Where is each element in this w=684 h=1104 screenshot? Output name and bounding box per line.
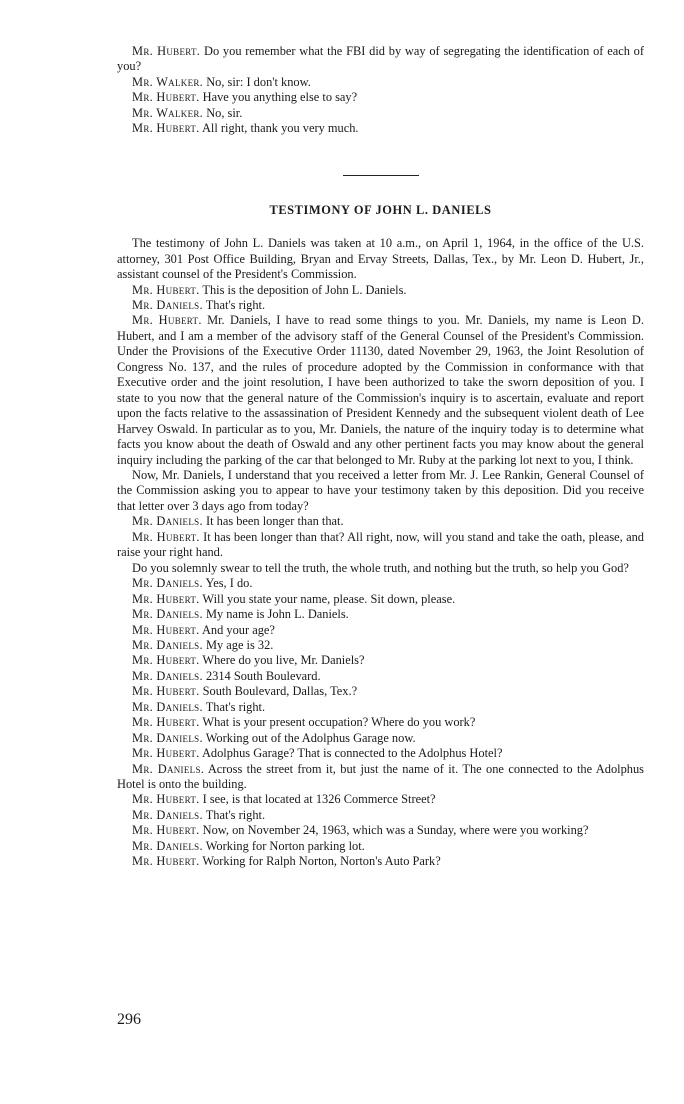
speaker-name: Mr. Hubert. <box>132 823 200 838</box>
speaker-name: Mr. Daniels. <box>132 607 203 622</box>
transcript-line <box>117 313 644 468</box>
line-text: And your age? <box>199 622 275 637</box>
transcript-line <box>117 854 644 869</box>
speaker-name: Mr. Hubert. <box>132 591 200 606</box>
line-text: That's right. <box>202 297 266 312</box>
speaker-name: Mr. Hubert. <box>132 313 202 328</box>
speaker-name: Mr. Hubert. <box>132 44 201 58</box>
speaker-name: Mr. Hubert. <box>132 653 200 668</box>
speaker-name: Mr. Hubert. <box>132 792 200 807</box>
transcript-line <box>117 746 644 761</box>
speaker-name: Mr. Daniels. <box>132 514 203 529</box>
line-text: Across the street from it, but just the name of it. The one connected to the Adolphus Hotel is onto the building. <box>117 761 644 792</box>
line-text: That's right. <box>202 807 266 822</box>
transcript-line <box>117 700 644 715</box>
transcript-line <box>117 762 644 793</box>
transcript-line <box>117 75 644 90</box>
transcript-line <box>117 530 644 561</box>
line-text: All right, thank you very much. <box>199 121 359 136</box>
line-text: Where do you live, Mr. Daniels? <box>199 653 365 668</box>
transcript-line <box>117 576 644 591</box>
speaker-name: Mr. Daniels. <box>132 668 203 683</box>
line-text: 2314 South Boulevard. <box>202 668 321 683</box>
line-text: Working for Ralph Norton, Norton's Auto Park? <box>199 854 441 869</box>
transcript-line <box>117 90 644 105</box>
speaker-name: Mr. Daniels. <box>132 730 203 745</box>
speaker-name: Mr. Daniels. <box>132 838 203 853</box>
line-text: Working for Norton parking lot. <box>202 838 365 853</box>
transcript-line <box>117 638 644 653</box>
line-text: I see, is that located at 1326 Commerce Street? <box>199 792 436 807</box>
transcript-line <box>117 106 644 121</box>
intro-paragraph: The testimony of John L. Daniels was taken at 10 a.m., on April 1, 1964, in the office of the U.S. attorney, 301 Post Office Building, Bryan and Ervay Streets, Dallas, Tex., by Mr. Leon D. Hubert, Jr., assistant counsel of the President's Commission. <box>117 236 644 282</box>
speaker-name: Mr. Hubert. <box>132 622 200 637</box>
speaker-name: Mr. Hubert. <box>132 746 200 761</box>
line-text: Do you remember what the FBI did by way of segregating the identification of each of you? <box>117 44 645 74</box>
speaker-name: Mr. Walker. <box>132 105 204 120</box>
transcript-line <box>117 298 644 313</box>
transcript-line <box>117 808 644 823</box>
previous-testimony-ending <box>117 44 644 137</box>
transcript-line <box>117 731 644 746</box>
speaker-name: Mr. Daniels. <box>132 807 203 822</box>
line-text: No, sir: I don't know. <box>203 74 311 89</box>
transcript-line <box>117 839 644 854</box>
transcript-line <box>117 823 644 838</box>
line-text: Now, Mr. Daniels, I understand that you received a letter from Mr. J. Lee Rankin, General Counsel of the Commission asking you to appear to have your testimony taken by this deposition. Did you receive that letter over 3 days ago from today? <box>117 467 644 513</box>
line-text: Adolphus Garage? That is connected to the Adolphus Hotel? <box>199 746 503 761</box>
transcript-line <box>117 653 644 668</box>
line-text: What is your present occupation? Where do you work? <box>199 715 476 730</box>
speaker-name: Mr. Hubert. <box>132 121 200 136</box>
speaker-name: Mr. Hubert. <box>132 529 200 544</box>
line-text: My name is John L. Daniels. <box>202 607 349 622</box>
line-text: It has been longer than that? All right, now, will you stand and take the oath, please, and raise your right hand. <box>117 529 644 560</box>
line-text: That's right. <box>202 699 266 714</box>
transcript-line <box>117 121 644 136</box>
line-text: Yes, I do. <box>202 576 253 591</box>
testimony-heading: TESTIMONY OF JOHN L. DANIELS <box>269 202 492 217</box>
line-text: Do you solemnly swear to tell the truth, the whole truth, and nothing but the truth, so help you God? <box>132 560 629 575</box>
transcript-line <box>117 669 644 684</box>
line-text: Will you state your name, please. Sit down, please. <box>199 591 456 606</box>
transcript-line <box>117 561 644 576</box>
line-text: It has been longer than that. <box>202 514 344 529</box>
transcript-line <box>117 623 644 638</box>
page-number: 296 <box>117 1011 141 1028</box>
transcript-line <box>117 792 644 807</box>
transcript-line <box>117 607 644 622</box>
transcript-line <box>117 514 644 529</box>
testimony-body <box>117 283 644 870</box>
speaker-name: Mr. Hubert. <box>132 282 200 297</box>
speaker-name: Mr. Daniels. <box>132 637 203 652</box>
speaker-name: Mr. Daniels. <box>132 761 205 776</box>
speaker-name: Mr. Hubert. <box>132 684 200 699</box>
transcript-line <box>117 44 644 75</box>
speaker-name: Mr. Hubert. <box>132 90 200 105</box>
line-text: South Boulevard, Dallas, Tex.? <box>199 684 358 699</box>
speaker-name: Mr. Daniels. <box>132 576 203 591</box>
line-text: No, sir. <box>203 105 243 120</box>
speaker-name: Mr. Hubert. <box>132 854 200 869</box>
speaker-name: Mr. Daniels. <box>132 297 203 312</box>
transcript-line <box>117 468 644 514</box>
line-text: My age is 32. <box>202 637 274 652</box>
speaker-name: Mr. Daniels. <box>132 699 203 714</box>
transcript-line <box>117 715 644 730</box>
transcript-line <box>117 592 644 607</box>
line-text: Working out of the Adolphus Garage now. <box>202 730 416 745</box>
section-divider <box>343 175 419 176</box>
line-text: This is the deposition of John L. Daniels. <box>199 282 407 297</box>
line-text: Mr. Daniels, I have to read some things to you. Mr. Daniels, my name is Leon D. Hubert, and I am a member of the advisory staff of the General Counsel of the President's Commission. Under the Provisions of the Executive Order 11130, dated November 29, 1963, the Joint Resolution of Congress No. 137, and the rules of procedure adopted by the Commission in conformance with that Executive order and the joint resolution, I have been authorized to take the sworn deposition of you. I state to you now that the general nature of the Commission's inquiry is to ascertain, evaluate and report upon the facts relative to the assassination of President Kennedy and the subsequent violent death of Lee Harvey Oswald. In particular as to you, Mr. Daniels, the nature of the inquiry today is to determine what facts you know about the death of Oswald and any other pertinent facts you may know about the general inquiry including the parking of the car that belonged to Mr. Ruby at the parking lot next to you, I think. <box>117 313 644 467</box>
transcript-line <box>117 684 644 699</box>
transcript-line <box>117 283 644 298</box>
speaker-name: Mr. Walker. <box>132 74 204 89</box>
line-text: Have you anything else to say? <box>199 90 358 105</box>
speaker-name: Mr. Hubert. <box>132 715 200 730</box>
line-text: Now, on November 24, 1963, which was a Sunday, where were you working? <box>199 823 589 838</box>
